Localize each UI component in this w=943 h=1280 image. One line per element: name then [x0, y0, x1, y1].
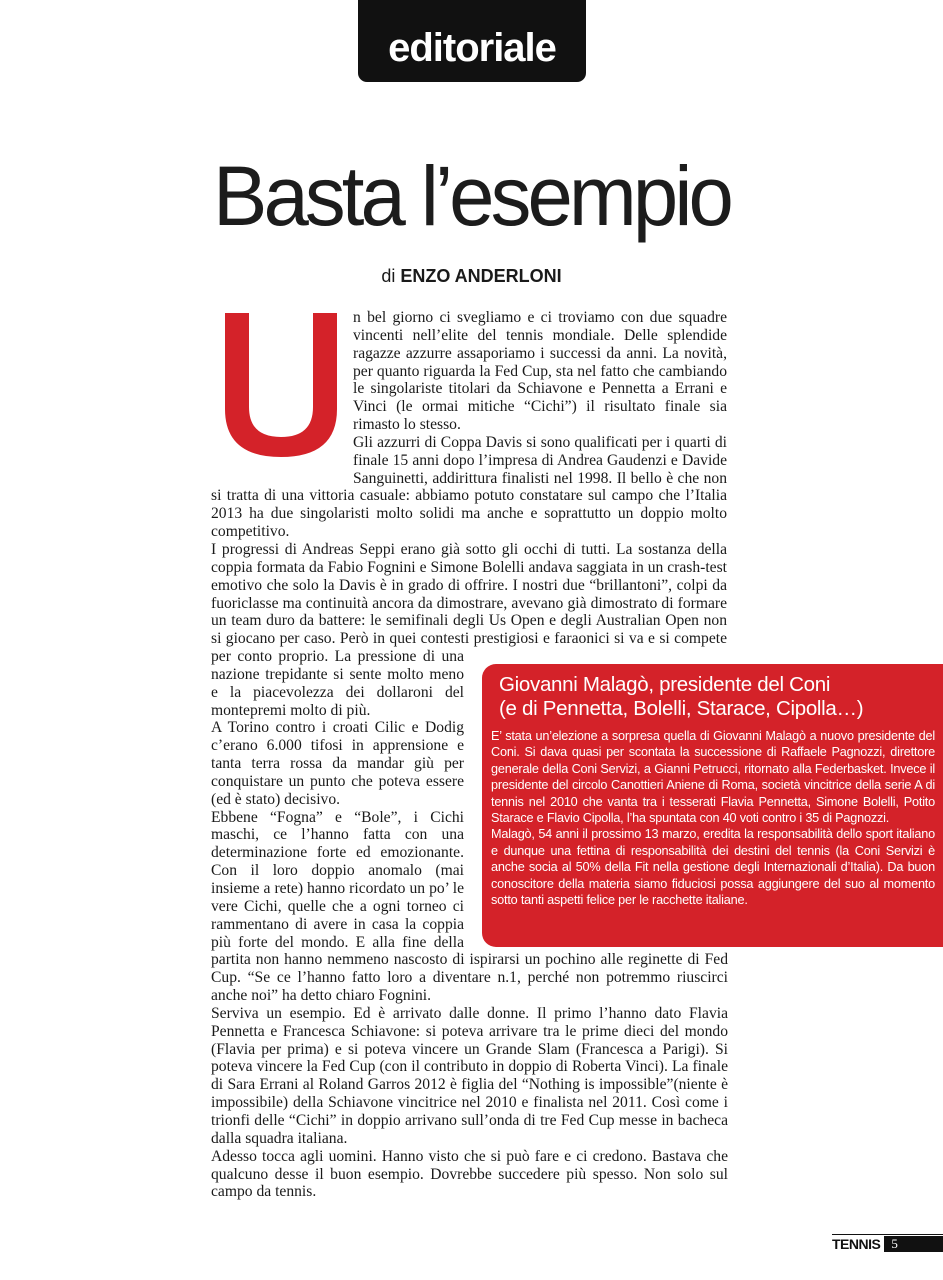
sidebox-paragraph: E’ stata un’elezione a sorpresa quella di Giovanni Malagò a nuovo presidente del Coni. Si dava quasi per scontata la successione di Raffaele Pagnozzi, direttore generale della Coni Servizi, a Gianni Petrucci, ritornato alla Federbasket. Invece il presidente del circolo Canottieri Aniene di Roma, società vincitrice della serie A di tennis nel 2010 che vanta tra i tesserati Flavia Pennetta, Simone Bolelli, Potito Starace e Flavio Cipolla, l’ha spuntata con 40 voti contro i 35 di Pagnozzi. — [491, 729, 935, 826]
paragraph: Ebbene “Fogna” e “Bole”, i Cichi maschi, ce l’hanno fatta con una determinazione forte ed emozionante. Con il loro doppio anomalo (mai insieme a rete) hanno ricordato un po’ le vere Cichi, quelle che a ogni torneo ci rammentano di avere in casa la coppia più forte del mondo. E alla fine della partita non hanno nemmeno nascosto di ispirarsi un pochino alle reginette di Fed Cup. “Se ce l’hanno fatto loro a diventare n.1, perché non potremmo riuscirci anche noi” ha detto chiaro Fognini. — [211, 808, 728, 1005]
article-title: Basta l’esempio — [213, 149, 730, 243]
sidebox-paragraph: Malagò, 54 anni il prossimo 13 marzo, eredita la responsabilità dello sport italiano e dunque una fettina di responsabilità dei destini del tennis (la Coni Servizi è anche socia al 50% della Fit nella gestione degli Internazionali d’Italia). Da buon conoscitore della materia siamo fiduciosi possa aggiungere del suo al momento sotto tanti aspetti felice per le racchette italiane. — [491, 827, 935, 908]
drop-cap-letter — [221, 309, 341, 459]
footer-rule — [832, 1234, 943, 1235]
byline-prefix: di — [381, 266, 396, 286]
section-label: editoriale — [358, 0, 586, 82]
footer — [832, 1236, 943, 1252]
author-name: ENZO ANDERLONI — [400, 266, 562, 286]
sidebox-text — [491, 728, 935, 908]
paragraph: A Torino contro i croati Cilic e Dodig c’erano 6.000 tifosi in apprensione e tanta terra rossa da mandar giù per conquistare un punto che poteva essere (ed è stato) decisivo. — [211, 719, 464, 808]
paragraph: I progressi di Andreas Seppi erano già sotto gli occhi di tutti. La sostanza della coppia formata da Fabio Fognini e Simone Bolelli andava saggiata in un crash-test emotivo che solo la Davis è in grado di offrire. I nostri due “brillantoni”, colpi da fuoriclasse ma continuità ancora da dimostrare, avevano già dimostrato di formare un team duro da battere: le semifinali degli Us Open e degli Australian Open non si giocano per caso. Però in quei contesti prestigiosi e faraonici si va e si compete per conto proprio. La pressione di una nazione trepidante si sente molto meno e la piacevolezza dei dollaroni del montepremi molto di più. — [211, 540, 727, 719]
paragraph: n bel giorno ci svegliamo e ci troviamo con due squadre vincenti nell’elite del tennis mondiale. Delle splendide ragazze azzurre assaporiamo i successi da anni. La novità, per quanto riguarda la Fed Cup, sta nel fatto che cambiando le singolariste titolari da Schiavone e Pennetta a Errani e Vinci (le ormai mitiche “Cichi”) il risultato finale sia rimasto lo stesso. — [353, 309, 727, 434]
sidebox-title-line: (e di Pennetta, Bolelli, Starace, Cipolla…) — [499, 697, 864, 720]
magazine-logo: TENNIS — [832, 1236, 881, 1252]
paragraph: Serviva un esempio. Ed è arrivato dalle donne. Il primo l’hanno dato Flavia Pennetta e Francesca Schiavone: si poteva arrivare tra le prime dieci del mondo (Flavia per prima) e si poteva vincere un Grande Slam (Francesca a Parigi). Si poteva vincere la Fed Cup (con il contributo in doppio di Roberta Vinci). La finale di Sara Errani al Roland Garros 2012 è figlia del “Nothing is impossible”(niente è impossibile) della Schiavone vincitrice nel 2010 e finalista nel 2011. Così come i trionfi delle “Cichi” in doppio arrivano sull’onda di tre Fed Cup messe in bacheca dalla squadra italiana. — [211, 1004, 728, 1147]
drop-cap — [211, 309, 353, 486]
paragraph: Adesso tocca agli uomini. Hanno visto che si può fare e ci credono. Bastava che qualcuno desse il buon esempio. Dovrebbe succedere più spesso. Non solo sul campo da tennis. — [211, 1147, 728, 1201]
sidebox — [482, 664, 943, 947]
byline — [0, 266, 943, 287]
sidebox-title — [499, 673, 929, 721]
sidebox-title-line: Giovanni Malagò, presidente del Coni — [499, 673, 831, 696]
page-number: 5 — [884, 1236, 943, 1252]
paragraph: Gli azzurri di Coppa Davis si sono qualificati per i quarti di finale 15 anni dopo l’impresa di Andrea Gaudenzi e Davide Sanguinetti, addirittura finalisti nel 1998. Il bello è che non si tratta di una vittoria casuale: abbiamo potuto constatare sul campo che l’Italia 2013 ha due singolaristi molto solidi ma anche e soprattutto un doppio molto competitivo. — [211, 433, 727, 541]
